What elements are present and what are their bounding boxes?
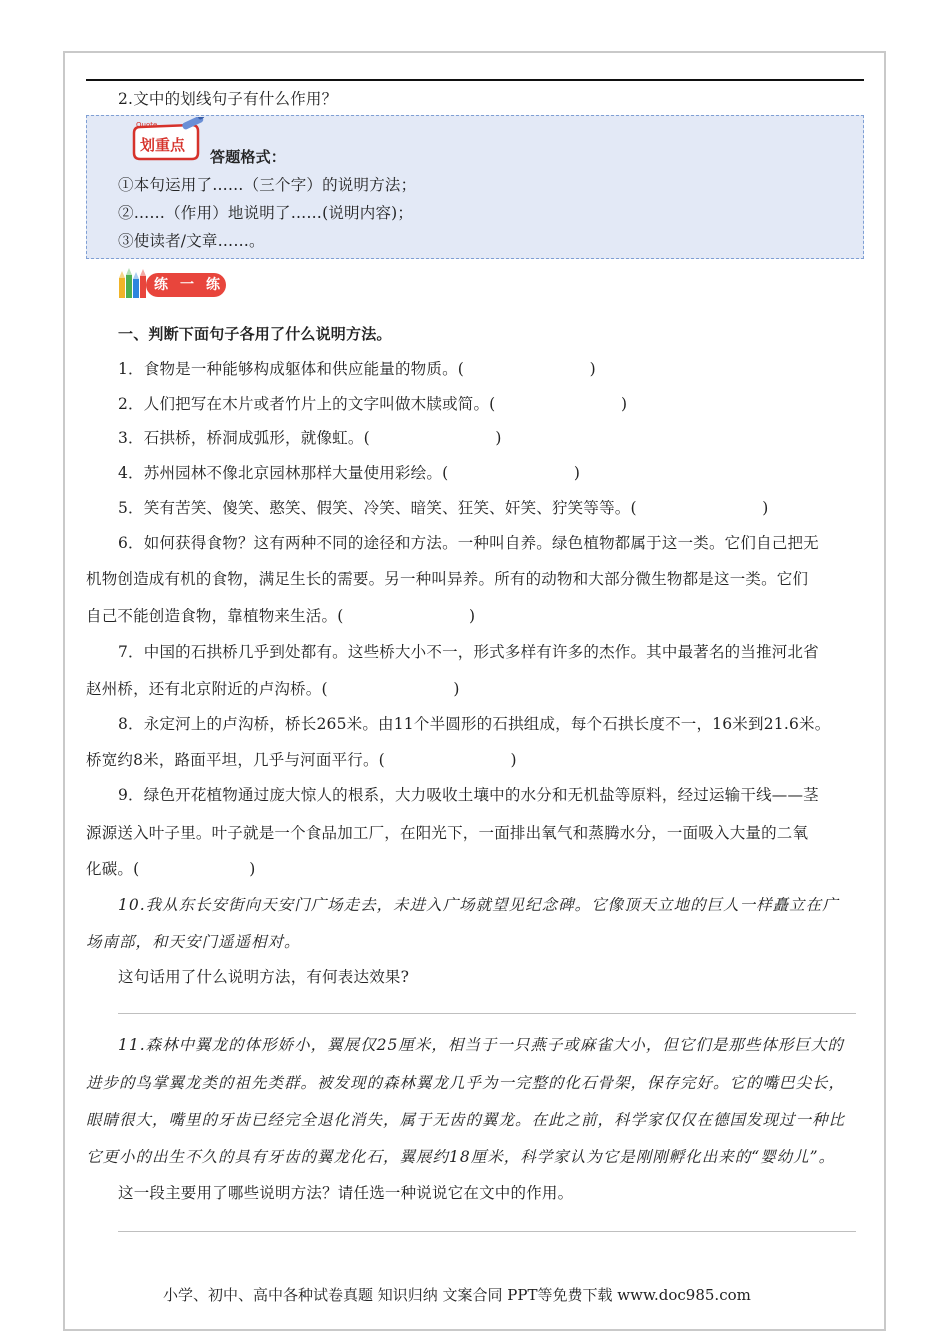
item-1: 1．食物是一种能够构成躯体和供应能量的物质。( ) (118, 360, 596, 378)
answer-line-11 (118, 1231, 856, 1232)
item-10-line-2: 场南部，和天安门遥遥相对。 (86, 933, 301, 951)
tip-line-2: ②……（作用）地说明了……(说明内容)； (118, 204, 414, 222)
section-title: 一、判断下面句子各用了什么说明方法。 (118, 325, 392, 343)
item-9-line-2: 源源送入叶子里。叶子就是一个食品加工厂，在阳光下，一面排出氧气和蒸腾水分，一面吸入大量的二氧 (86, 824, 809, 842)
item-7-line-2: 赵州桥，还有北京附近的卢沟桥。( ) (86, 680, 460, 698)
question-2: 2.文中的划线句子有什么作用？ (118, 90, 338, 108)
item-11-line-2: 进步的鸟掌翼龙类的祖先类群。被发现的森林翼龙几乎为一完整的化石骨架，保存完好。它的嘴巴尖长， (86, 1074, 846, 1092)
item-11-line-4: 它更小的出生不久的具有牙齿的翼龙化石，翼展约18厘米，科学家认为它是刚刚孵化出来的“婴幼儿”。 (86, 1148, 836, 1166)
answer-line-10 (118, 1013, 856, 1014)
item-9-line-3: 化碳。( ) (86, 860, 256, 878)
highlight-stamp-icon (130, 117, 210, 163)
item-4: 4．苏州园林不像北京园林那样大量使用彩绘。( ) (118, 464, 581, 482)
item-11-line-3: 眼睛很大，嘴里的牙齿已经完全退化消失，属于无齿的翼龙。在此之前，科学家仅仅在德国发现过一种比 (86, 1111, 846, 1129)
item-11-line-1: 11.森林中翼龙的体形娇小，翼展仅25厘米，相当于一只燕子或麻雀大小，但它们是那些体形巨大的 (118, 1036, 844, 1054)
item-8-line-2: 桥宽约8米，路面平坦，几乎与河面平行。( ) (86, 751, 517, 769)
item-8-line-1: 8．永定河上的卢沟桥，桥长265米。由11个半圆形的石拱组成，每个石拱长度不一，16米到21.6米。 (118, 715, 831, 733)
item-11-question: 这一段主要用了哪些说明方法？请任选一种说说它在文中的作用。 (118, 1184, 574, 1202)
footer-text: 小学、初中、高中各种试卷真题 知识归纳 文案合同 PPT等免费下载 www.doc985.com (163, 1286, 751, 1304)
practice-badge (116, 266, 228, 302)
item-7-line-1: 7．中国的石拱桥几乎到处都有。这些桥大小不一，形式多样有许多的杰作。其中最著名的当推河北省 (118, 643, 819, 661)
item-6-line-1: 6．如何获得食物？这有两种不同的途径和方法。一种叫自养。绿色植物都属于这一类。它们自己把无 (118, 534, 819, 552)
item-6-line-2: 机物创造成有机的食物，满足生长的需要。另一种叫异养。所有的动物和大部分微生物都是这一类。它们 (86, 570, 809, 588)
stamp-sub-text: Quote (136, 121, 158, 129)
item-10-line-1: 10.我从东长安街向天安门广场走去，未进入广场就望见纪念碑。它像顶天立地的巨人一样矗立在广 (118, 896, 839, 914)
item-6-line-3: 自己不能创造食物，靠植物来生活。( ) (86, 607, 476, 625)
item-3: 3．石拱桥，桥洞成弧形，就像虹。( ) (118, 429, 502, 447)
badge-char-2: 一 (180, 277, 194, 293)
item-2: 2．人们把写在木片或者竹片上的文字叫做木牍或简。( ) (118, 395, 628, 413)
header-rule (86, 79, 864, 81)
badge-char-3: 练 (206, 277, 220, 293)
item-10-question: 这句话用了什么说明方法，有何表达效果? (118, 968, 410, 986)
tip-line-3: ③使读者/文章……。 (118, 232, 265, 250)
item-9-line-1: 9．绿色开花植物通过庞大惊人的根系，大力吸收土壤中的水分和无机盐等原料，经过运输干线——茎 (118, 786, 819, 804)
item-5: 5．笑有苦笑、傻笑、憨笑、假笑、冷笑、暗笑、狂笑、奸笑、狞笑等等。( ) (118, 499, 769, 517)
badge-char-1: 练 (154, 277, 168, 293)
tip-line-1: ①本句运用了……（三个字）的说明方法； (118, 176, 417, 194)
stamp-text: 划重点 (140, 136, 186, 154)
tip-title: 答题格式： (210, 148, 287, 166)
